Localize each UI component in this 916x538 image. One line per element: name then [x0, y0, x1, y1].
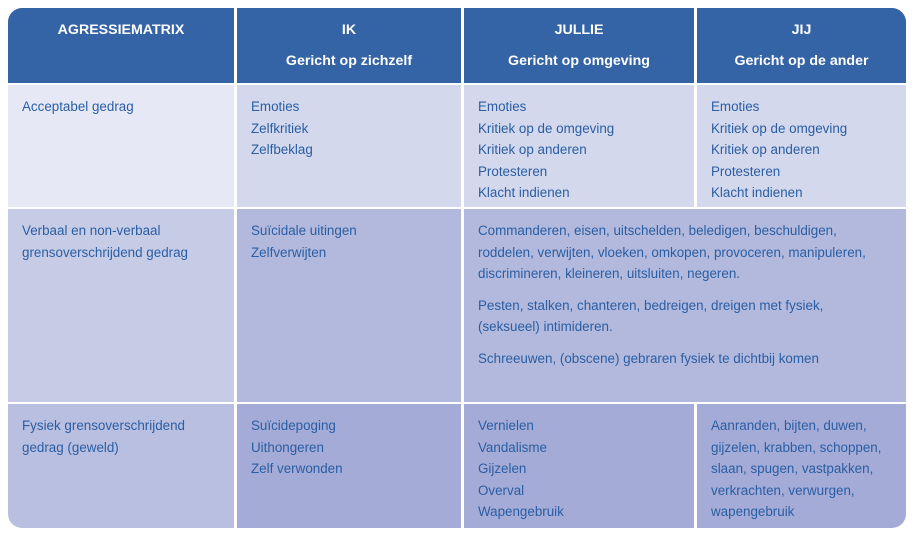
aggression-matrix-table [8, 8, 906, 528]
list-item: Protesteren [478, 163, 548, 179]
list-item: Overval [478, 482, 525, 498]
cell-verbal-ik [237, 209, 461, 402]
list-item: slaan, spugen, vastpakken, [711, 461, 874, 476]
header-title: AGRESSIEMATRIX [57, 22, 185, 38]
list-item: Aanranden, bijten, duwen, [711, 418, 867, 433]
header-jullie-subtitle: Gericht op omgeving [508, 53, 650, 69]
list-item: Suïcidepoging [251, 418, 336, 433]
paragraph [478, 295, 892, 338]
list-item: Zelfbeklag [251, 142, 313, 157]
text-line: discrimineren, kleineren, uitsluiten, negeren. [478, 266, 741, 281]
list-item: Vernielen [478, 418, 534, 433]
cell-acceptable-jullie [464, 85, 694, 207]
text-line: Schreeuwen, (obscene) gebraren fysiek te dichtbij komen [478, 350, 819, 366]
header-ik-subtitle: Gericht op zichzelf [285, 53, 413, 69]
list-item: gijzelen, krabben, schoppen, [711, 439, 882, 455]
cell-physical-ik [237, 404, 461, 528]
list-item: Gijzelen [478, 461, 527, 476]
list-item: Klacht indienen [711, 185, 803, 200]
list-item: Kritiek op de omgeving [711, 120, 848, 136]
header-jullie-title: JULLIE [554, 22, 604, 38]
list-item: Kritiek op anderen [711, 142, 820, 157]
header-jij-title: JIJ [791, 22, 812, 38]
list-item: Kritiek op de omgeving [478, 120, 615, 136]
cell-acceptable-ik [237, 85, 461, 207]
header-cell-jullie [464, 8, 694, 83]
list-item: Emoties [478, 99, 527, 114]
list-item: Suïcidale uitingen [251, 223, 357, 238]
list-item: Emoties [251, 99, 300, 114]
row-label-physical [8, 404, 234, 528]
header-cell-jij [697, 8, 906, 83]
row-label-text: Fysiek grensoverschrijdend [22, 418, 185, 433]
list-item: Uithongeren [251, 439, 324, 455]
row-label-text: Verbaal en non-verbaal [22, 223, 161, 238]
cell-verbal-shared [464, 209, 906, 402]
list-item: Zelfverwijten [251, 244, 327, 260]
cell-physical-jij [697, 404, 906, 528]
cell-physical-jullie [464, 404, 694, 528]
paragraph [478, 220, 892, 285]
list-item: Klacht indienen [478, 185, 570, 200]
header-ik-title: IK [341, 22, 357, 38]
text-line: Commanderen, eisen, uitschelden, beledigen, beschuldigen, [478, 223, 837, 238]
row-label-text: gedrag (geweld) [22, 439, 119, 455]
list-item: Kritiek op anderen [478, 142, 587, 157]
row-label-verbal [8, 209, 234, 402]
list-item: Protesteren [711, 163, 781, 179]
paragraph [478, 348, 892, 370]
list-item: Vandalisme [478, 439, 547, 455]
row-label-text: Acceptabel gedrag [22, 99, 134, 114]
list-item: Zelfkritiek [251, 120, 309, 136]
header-jij-subtitle: Gericht op de ander [734, 53, 869, 69]
list-item: Emoties [711, 99, 760, 114]
list-item: Zelf verwonden [251, 461, 343, 476]
text-line: (seksueel) intimideren. [478, 319, 613, 334]
row-label-acceptable [8, 85, 234, 207]
header-cell-matrix [8, 8, 234, 83]
list-item: Wapengebruik [478, 504, 564, 519]
text-line: Pesten, stalken, chanteren, bedreigen, dreigen met fysiek, [478, 297, 824, 313]
text-line: roddelen, verwijten, vloeken, omkopen, provoceren, manipuleren, [478, 244, 866, 260]
row-label-text: grensoverschrijdend gedrag [22, 244, 188, 260]
cell-acceptable-jij [697, 85, 906, 207]
list-item: verkrachten, verwurgen, [711, 482, 855, 498]
header-cell-ik [237, 8, 461, 83]
list-item: wapengebruik [711, 504, 795, 519]
